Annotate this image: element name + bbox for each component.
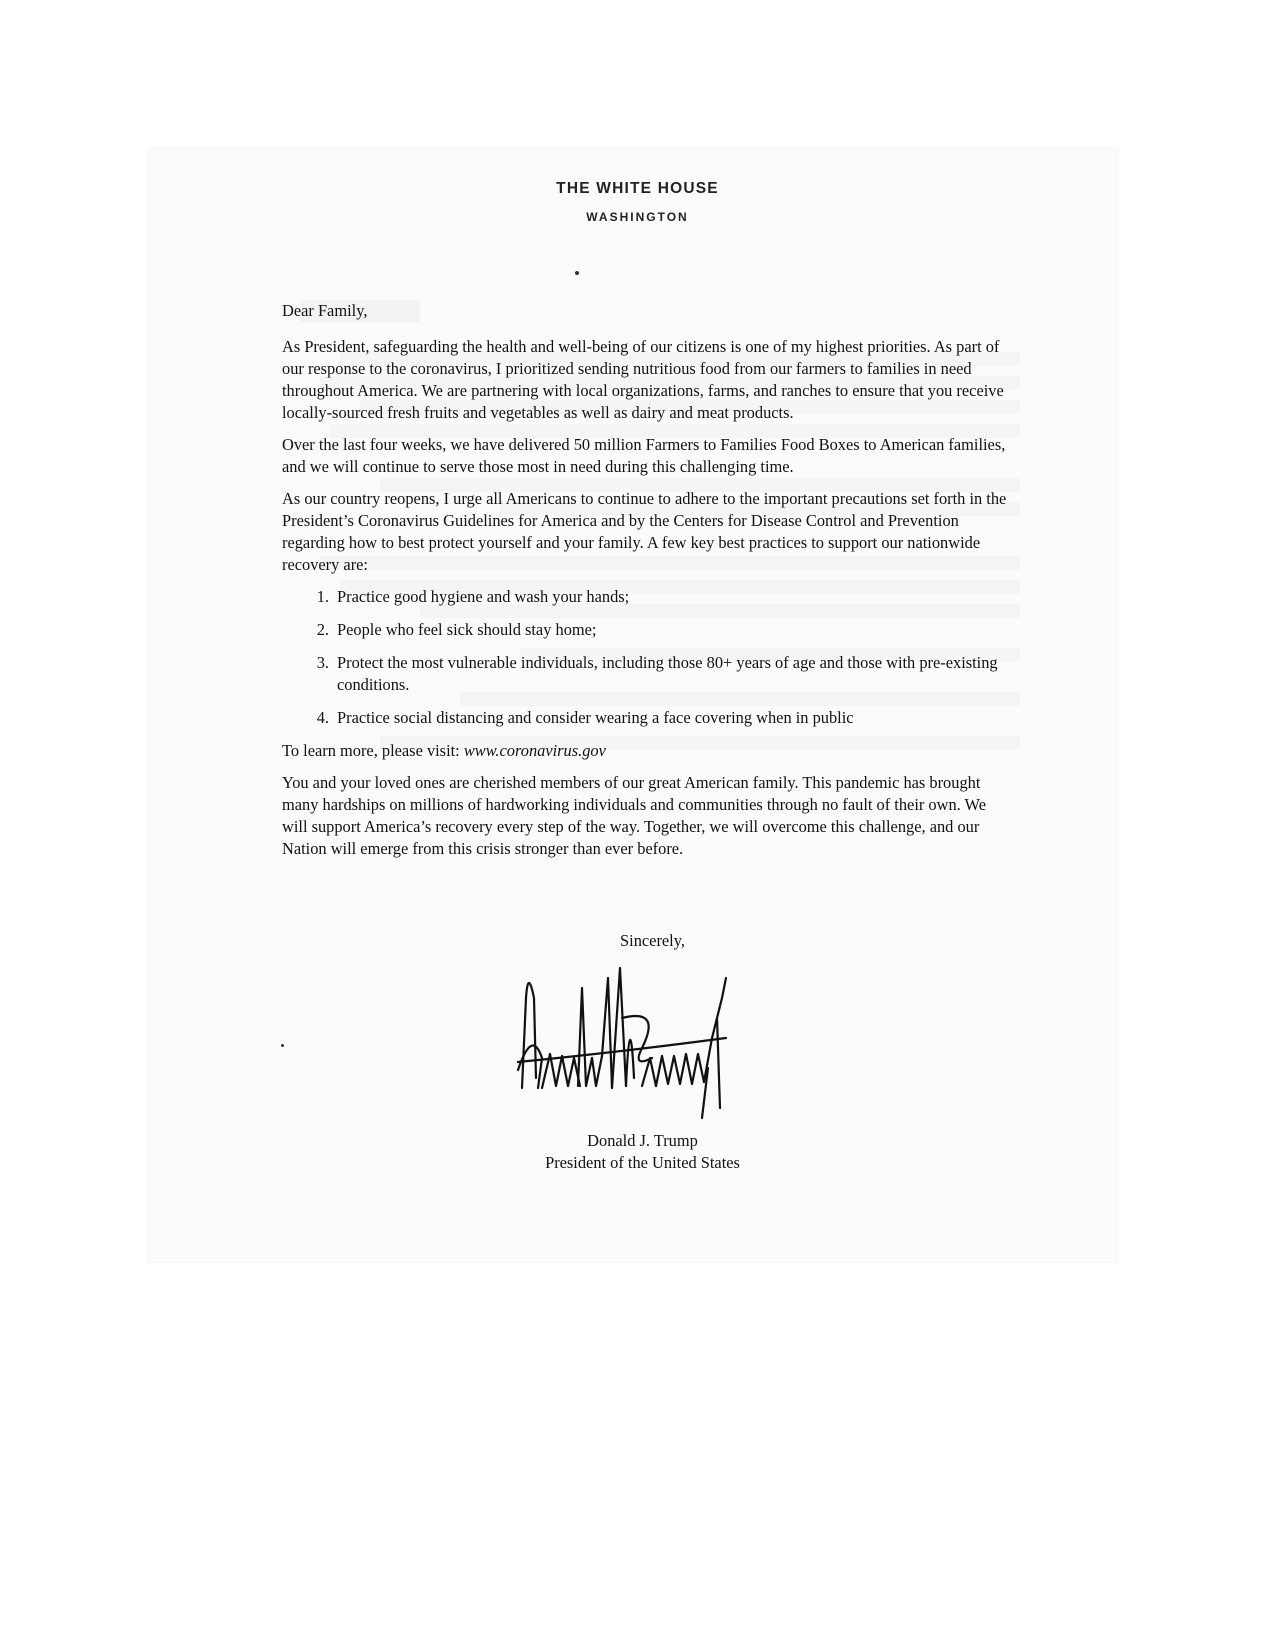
list-item-number: 3. [316, 653, 329, 672]
list-item [282, 707, 1012, 729]
letter-body [282, 300, 1012, 870]
paragraph-3: As our country reopens, I urge all Americans to continue to adhere to the important precautions set forth in the President’s Coronavirus Guidelines for America and by the Centers for Disease Control and Prevention regarding how to best protect yourself and your family. A few key best practices to support our nationwide recovery are: [282, 489, 1007, 574]
list-item [282, 586, 1012, 608]
salutation: Dear Family, [282, 301, 368, 320]
closing: Sincerely, [620, 931, 685, 950]
precautions-list [282, 586, 1012, 729]
learn-more-prefix: To learn more, please visit: [282, 741, 464, 760]
coronavirus-gov-link[interactable]: www.coronavirus.gov [463, 741, 606, 760]
final-paragraph: You and your loved ones are cherished members of our great American family. This pandemic has brought many hardships on millions of hardworking individuals and communities through no fault of their own. We will support America’s recovery every step of the way. Together, we will overcome this challenge, and our Nation will emerge from this crisis stronger than ever before. [282, 773, 986, 858]
paragraph-2: Over the last four weeks, we have delivered 50 million Farmers to Families Food Boxes to American families, and we will continue to serve those most in need during this challenging time. [282, 435, 1006, 476]
signer-title: President of the United States [545, 1153, 740, 1172]
list-item-number: 4. [316, 708, 329, 727]
list-item [282, 619, 1012, 641]
list-item [282, 652, 1012, 696]
signer-name: Donald J. Trump [587, 1131, 698, 1150]
list-item-number: 1. [316, 587, 329, 606]
scan-speck [281, 1044, 284, 1047]
list-item-text: People who feel sick should stay home; [337, 620, 597, 639]
letterhead-organization: THE WHITE HOUSE [556, 180, 719, 197]
list-item-text: Practice social distancing and consider wearing a face covering when in public [337, 708, 854, 727]
paragraph-1: As President, safeguarding the health and well-being of our citizens is one of my highest priorities. As part of our response to the coronavirus, I prioritized sending nutritious food from our farmers to families in need throughout America. We are partnering with local organizations, farms, and ranches to ensure that you receive locally-sourced fresh fruits and vegetables as well as dairy and meat products. [282, 337, 1004, 422]
scan-speck [575, 271, 579, 275]
handwritten-signature [512, 958, 752, 1123]
list-item-number: 2. [316, 620, 329, 639]
signature-block [0, 1130, 1275, 1174]
letterhead-city: WASHINGTON [586, 210, 689, 224]
learn-more-line [282, 740, 1012, 762]
list-item-text: Practice good hygiene and wash your hands; [337, 587, 630, 606]
list-item-text: Protect the most vulnerable individuals, including those 80+ years of age and those with pre-existing conditions. [337, 653, 998, 694]
